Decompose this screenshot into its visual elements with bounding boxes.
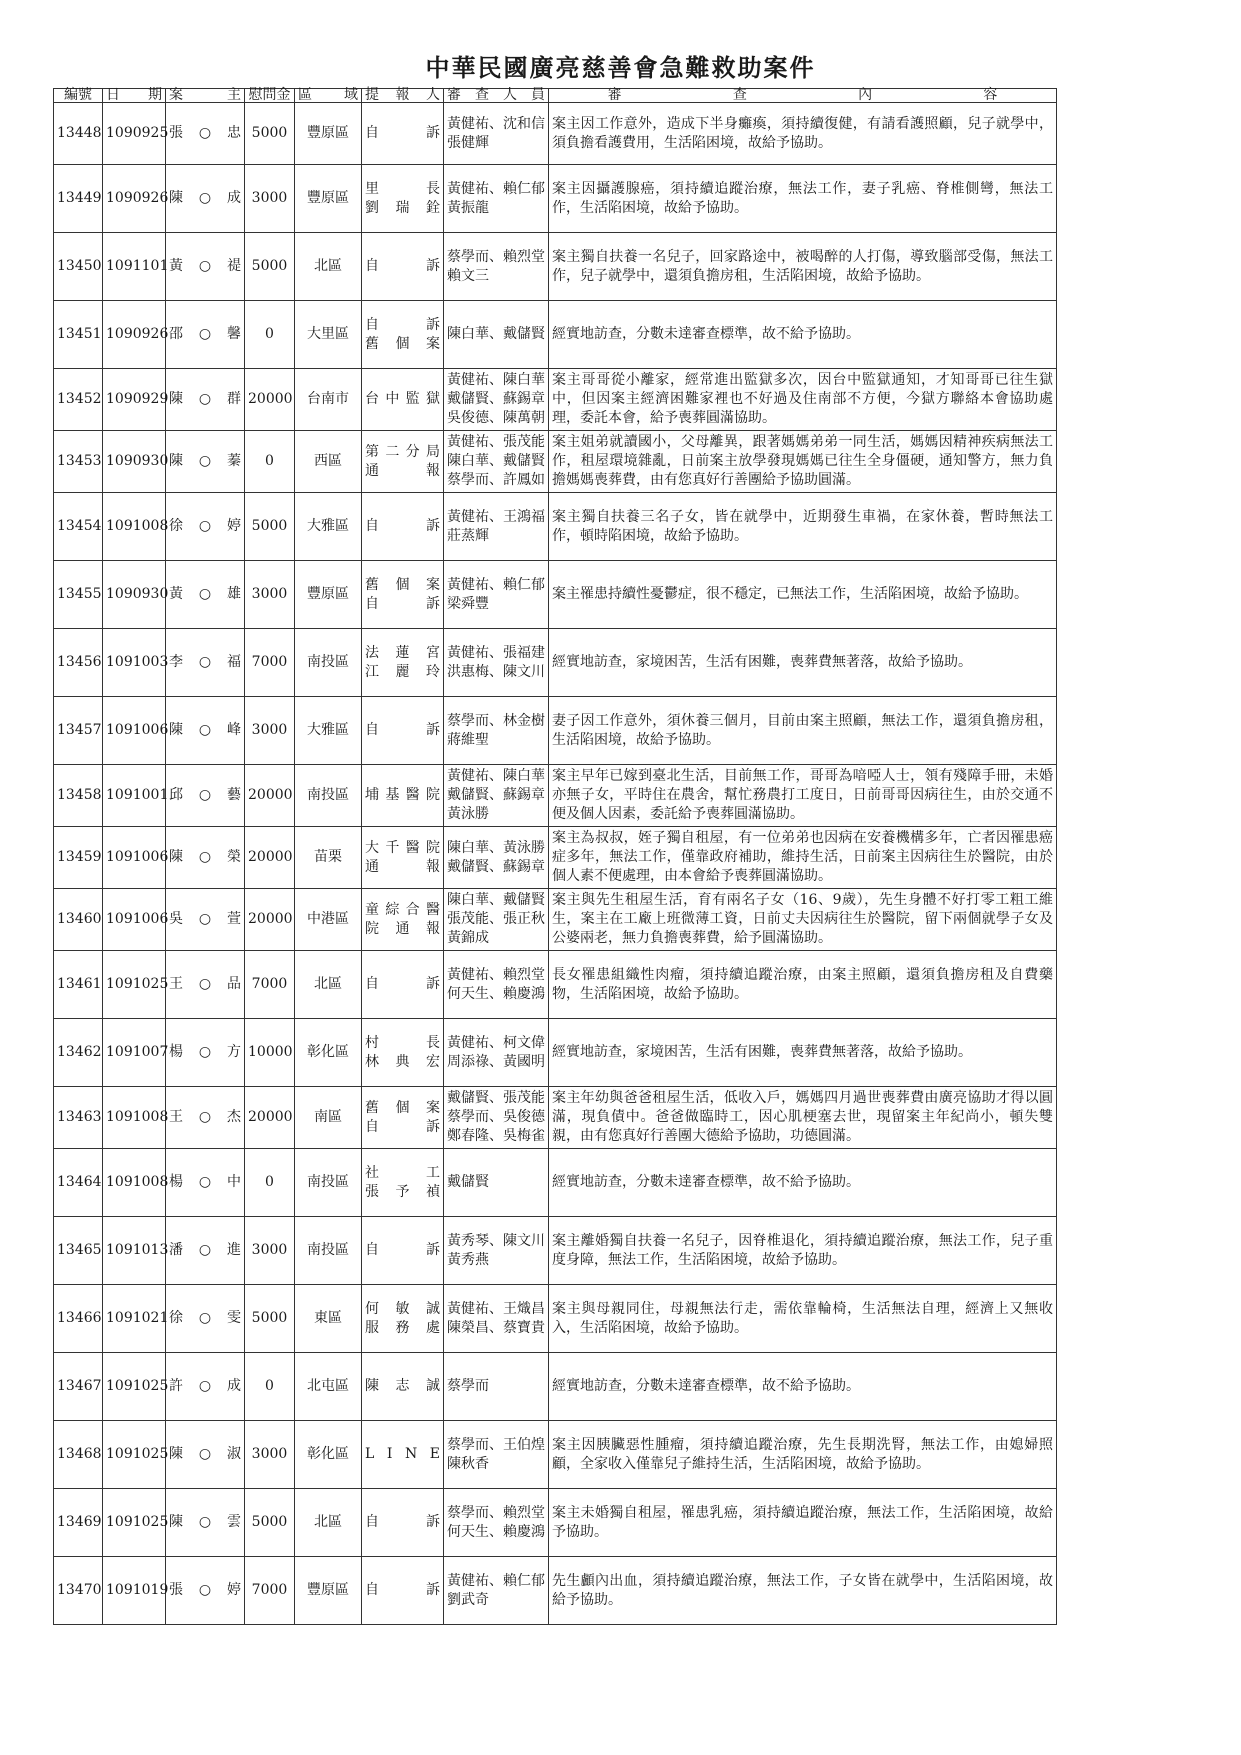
case-area: 北區 (295, 1489, 362, 1557)
header-reviewers-text: 審 查 人 員 (447, 87, 545, 103)
relief-amount: 3000 (245, 561, 295, 629)
reporter: 自 訴 舊 個 案 (362, 301, 444, 369)
review-content: 經實地訪查，分數未達審查標準，故不給予協助。 (549, 301, 1057, 369)
review-content: 案主與先生租屋生活，育有兩名子女（16、9歲），先生身體不好打零工粗工維生，案主在工廠上班微薄工資，日前丈夫因病往生於醫院，留下兩個就學子女及公婆兩老，無力負擔喪葬費，給予圓滿協助。 (549, 889, 1057, 951)
table-row (54, 561, 1057, 629)
review-content: 妻子因工作意外，須休養三個月，目前由案主照顧，無法工作，還須負擔房租，生活陷困境，故給予協助。 (549, 697, 1057, 765)
reviewers: 黃健祐、王熾昌 陳榮昌、蔡寶貴 (444, 1285, 549, 1353)
reporter: 舊 個 案 自 訴 (362, 1087, 444, 1149)
case-area: 豐原區 (295, 561, 362, 629)
case-area: 北區 (295, 951, 362, 1019)
case-date: 1091007 (103, 1019, 166, 1087)
table-row (54, 1087, 1057, 1149)
case-number: 13470 (54, 1557, 103, 1625)
case-area: 豐原區 (295, 103, 362, 165)
reporter: 大 千 醫 院 通 報 (362, 827, 444, 889)
reporter: 第 二 分 局 通 報 (362, 431, 444, 493)
case-area: 台南市 (295, 369, 362, 431)
case-area: 南區 (295, 1087, 362, 1149)
relief-amount: 0 (245, 1353, 295, 1421)
case-area: 北區 (295, 233, 362, 301)
case-holder-name: 張 ○ 忠 (166, 103, 245, 165)
reporter: 自 訴 (362, 233, 444, 301)
reviewers: 戴儲賢、張茂能 蔡學而、吳俊德 鄭春隆、吳梅雀 (444, 1087, 549, 1149)
reviewers: 蔡學而、林金樹 蔣維聖 (444, 697, 549, 765)
relief-amount: 3000 (245, 1421, 295, 1489)
review-content: 經實地訪查，分數未達審查標準，故不給予協助。 (549, 1149, 1057, 1217)
relief-cases-table (53, 88, 1057, 1625)
case-holder-name: 邵 ○ 馨 (166, 301, 245, 369)
reviewers: 蔡學而、賴烈堂 何天生、賴慶鴻 (444, 1489, 549, 1557)
table-row (54, 697, 1057, 765)
reviewers: 陳白華、戴儲賢 (444, 301, 549, 369)
relief-amount: 3000 (245, 697, 295, 765)
relief-amount: 5000 (245, 493, 295, 561)
reporter: 自 訴 (362, 493, 444, 561)
case-area: 北屯區 (295, 1353, 362, 1421)
table-row (54, 165, 1057, 233)
case-number: 13467 (54, 1353, 103, 1421)
reporter: 自 訴 (362, 1557, 444, 1625)
case-date: 1091013 (103, 1217, 166, 1285)
case-date: 1091025 (103, 951, 166, 1019)
case-holder-name: 陳 ○ 雲 (166, 1489, 245, 1557)
case-date: 1090925 (103, 103, 166, 165)
case-date: 1091021 (103, 1285, 166, 1353)
case-holder-name: 徐 ○ 婷 (166, 493, 245, 561)
table-row (54, 827, 1057, 889)
header-reporter-text: 提 報 人 (365, 87, 440, 103)
reviewers: 戴儲賢 (444, 1149, 549, 1217)
case-holder-name: 黃 ○ 禔 (166, 233, 245, 301)
table-row (54, 431, 1057, 493)
relief-amount: 10000 (245, 1019, 295, 1087)
relief-amount: 7000 (245, 629, 295, 697)
relief-amount: 5000 (245, 1285, 295, 1353)
review-content: 長女罹患組織性肉瘤，須持續追蹤治療，由案主照顧，還須負擔房租及自費藥物，生活陷困境，故給予協助。 (549, 951, 1057, 1019)
relief-amount: 0 (245, 1149, 295, 1217)
case-holder-name: 吳 ○ 萱 (166, 889, 245, 951)
relief-amount: 0 (245, 301, 295, 369)
review-content: 案主獨自扶養一名兒子，回家路途中，被喝醉的人打傷，導致腦部受傷，無法工作，兒子就學中，還須負擔房租，生活陷困境，故給予協助。 (549, 233, 1057, 301)
table-row (54, 1421, 1057, 1489)
reporter: 里 長 劉 瑞 銓 (362, 165, 444, 233)
reviewers: 蔡學而、賴烈堂 賴文三 (444, 233, 549, 301)
reporter: 自 訴 (362, 697, 444, 765)
case-holder-name: 陳 ○ 淑 (166, 1421, 245, 1489)
reviewers: 黃健祐、賴烈堂 何天生、賴慶鴻 (444, 951, 549, 1019)
relief-amount: 7000 (245, 951, 295, 1019)
table-row (54, 1489, 1057, 1557)
case-number: 13465 (54, 1217, 103, 1285)
case-number: 13454 (54, 493, 103, 561)
header-content (549, 89, 1057, 103)
case-number: 13468 (54, 1421, 103, 1489)
case-date: 1090930 (103, 561, 166, 629)
case-rows (54, 103, 1057, 1625)
case-date: 1091006 (103, 827, 166, 889)
case-number: 13450 (54, 233, 103, 301)
case-area: 南投區 (295, 629, 362, 697)
reviewers: 黃健祐、賴仁郁 梁舜豐 (444, 561, 549, 629)
case-area: 南投區 (295, 1149, 362, 1217)
reporter: 自 訴 (362, 103, 444, 165)
review-content: 案主與母親同住，母親無法行走，需依靠輪椅，生活無法自理，經濟上又無收入，生活陷困境，故給予協助。 (549, 1285, 1057, 1353)
case-area: 大里區 (295, 301, 362, 369)
case-holder-name: 王 ○ 杰 (166, 1087, 245, 1149)
case-date: 1090930 (103, 431, 166, 493)
review-content: 案主哥哥從小離家，經常進出監獄多次，因台中監獄通知，才知哥哥已往生獄中，但因案主經濟困難家裡也不好過及住南部不方便，今獄方聯絡本會協助處理，委託本會，給予喪葬圓滿協助。 (549, 369, 1057, 431)
header-date (103, 89, 166, 103)
case-date: 1091008 (103, 493, 166, 561)
header-area-text: 區 域 (298, 87, 358, 103)
review-content: 案主年幼與爸爸租屋生活，低收入戶，媽媽四月過世喪葬費由廣亮協助才得以圓滿，現負債中。爸爸做臨時工，因心肌梗塞去世，現留案主年紀尚小，頓失雙親，由有您真好行善團大德給予協助，功德圓滿。 (549, 1087, 1057, 1149)
case-date: 1091006 (103, 697, 166, 765)
case-number: 13461 (54, 951, 103, 1019)
header-reviewers (444, 89, 549, 103)
table-row (54, 1019, 1057, 1087)
header-area (295, 89, 362, 103)
header-reporter (362, 89, 444, 103)
case-date: 1091008 (103, 1149, 166, 1217)
case-number: 13466 (54, 1285, 103, 1353)
case-holder-name: 王 ○ 品 (166, 951, 245, 1019)
case-area: 大雅區 (295, 493, 362, 561)
relief-amount: 20000 (245, 1087, 295, 1149)
case-date: 1091025 (103, 1353, 166, 1421)
relief-amount: 20000 (245, 827, 295, 889)
table-row (54, 1149, 1057, 1217)
case-number: 13462 (54, 1019, 103, 1087)
reporter: 自 訴 (362, 951, 444, 1019)
review-content: 案主獨自扶養三名子女，皆在就學中，近期發生車禍，在家休養，暫時無法工作，頓時陷困境，故給予協助。 (549, 493, 1057, 561)
reviewers: 黃健祐、賴仁郁 黃振龍 (444, 165, 549, 233)
case-holder-name: 陳 ○ 榮 (166, 827, 245, 889)
reviewers: 黃健祐、柯文偉 周添祿、黃國明 (444, 1019, 549, 1087)
review-content: 案主因胰臟惡性腫瘤，須持續追蹤治療，先生長期洗腎，無法工作，由媳婦照顧，全家收入僅靠兒子維持生活，生活陷困境，故給予協助。 (549, 1421, 1057, 1489)
review-content: 經實地訪查，家境困苦，生活有困難，喪葬費無著落，故給予協助。 (549, 1019, 1057, 1087)
reporter: L I N E (362, 1421, 444, 1489)
table-header-row (54, 89, 1057, 103)
case-area: 豐原區 (295, 165, 362, 233)
review-content: 案主早年已嫁到臺北生活，目前無工作，哥哥為喑啞人士，領有殘障手冊，未婚亦無子女，平時住在農舍，幫忙務農打工度日，日前哥哥因病往生，由於交通不便及個人因素，委託給予喪葬圓滿協助。 (549, 765, 1057, 827)
case-area: 東區 (295, 1285, 362, 1353)
table-row (54, 1557, 1057, 1625)
relief-amount: 0 (245, 431, 295, 493)
review-content: 案主未婚獨自租屋，罹患乳癌，須持續追蹤治療，無法工作，生活陷困境，故給予協助。 (549, 1489, 1057, 1557)
case-holder-name: 徐 ○ 雯 (166, 1285, 245, 1353)
case-holder-name: 黃 ○ 雄 (166, 561, 245, 629)
case-area: 南投區 (295, 1217, 362, 1285)
table-row (54, 1353, 1057, 1421)
table-row (54, 493, 1057, 561)
reporter: 台 中 監 獄 (362, 369, 444, 431)
case-number: 13449 (54, 165, 103, 233)
case-holder-name: 潘 ○ 進 (166, 1217, 245, 1285)
case-number: 13460 (54, 889, 103, 951)
relief-amount: 20000 (245, 765, 295, 827)
table-row (54, 889, 1057, 951)
header-amount: 慰問金 (245, 89, 295, 103)
case-number: 13456 (54, 629, 103, 697)
case-number: 13455 (54, 561, 103, 629)
case-holder-name: 陳 ○ 蓁 (166, 431, 245, 493)
case-holder-name: 陳 ○ 成 (166, 165, 245, 233)
case-number: 13453 (54, 431, 103, 493)
reporter: 陳 志 誠 (362, 1353, 444, 1421)
case-date: 1091025 (103, 1421, 166, 1489)
header-no: 編號 (54, 89, 103, 103)
case-date: 1091025 (103, 1489, 166, 1557)
case-holder-name: 張 ○ 婷 (166, 1557, 245, 1625)
table-row (54, 369, 1057, 431)
table-row (54, 629, 1057, 697)
case-holder-name: 許 ○ 成 (166, 1353, 245, 1421)
table-row (54, 103, 1057, 165)
reviewers: 陳白華、戴儲賢 張茂能、張正秋 黃錦成 (444, 889, 549, 951)
relief-amount: 3000 (245, 1217, 295, 1285)
case-holder-name: 陳 ○ 群 (166, 369, 245, 431)
case-date: 1091008 (103, 1087, 166, 1149)
reviewers: 黃秀琴、陳文川 黃秀燕 (444, 1217, 549, 1285)
review-content: 案主罹患持續性憂鬱症，很不穩定，已無法工作，生活陷困境，故給予協助。 (549, 561, 1057, 629)
reviewers: 蔡學而、王伯煌 陳秋香 (444, 1421, 549, 1489)
case-holder-name: 邱 ○ 藝 (166, 765, 245, 827)
table-row (54, 765, 1057, 827)
review-content: 經實地訪查，家境困苦，生活有困難，喪葬費無著落，故給予協助。 (549, 629, 1057, 697)
relief-amount: 7000 (245, 1557, 295, 1625)
case-holder-name: 李 ○ 福 (166, 629, 245, 697)
relief-amount: 5000 (245, 233, 295, 301)
review-content: 先生顱內出血，須持續追蹤治療，無法工作，子女皆在就學中，生活陷困境，故給予協助。 (549, 1557, 1057, 1625)
case-date: 1090926 (103, 301, 166, 369)
review-content: 案主離婚獨自扶養一名兒子，因脊椎退化，須持續追蹤治療，無法工作，兒子重度身障，無法工作，生活陷困境，故給予協助。 (549, 1217, 1057, 1285)
case-number: 13463 (54, 1087, 103, 1149)
reporter: 埔 基 醫 院 (362, 765, 444, 827)
case-number: 13464 (54, 1149, 103, 1217)
case-area: 中港區 (295, 889, 362, 951)
header-name (166, 89, 245, 103)
reviewers: 黃健祐、陳白華 戴儲賢、蘇錫章 吳俊德、陳萬朝 (444, 369, 549, 431)
reviewers: 黃健祐、張福建 洪惠梅、陳文川 (444, 629, 549, 697)
case-holder-name: 楊 ○ 方 (166, 1019, 245, 1087)
case-number: 13457 (54, 697, 103, 765)
review-content: 經實地訪查，分數未達審查標準，故不給予協助。 (549, 1353, 1057, 1421)
case-number: 13452 (54, 369, 103, 431)
reporter: 法 蓮 宮 江 麗 玲 (362, 629, 444, 697)
relief-amount: 3000 (245, 165, 295, 233)
case-date: 1090929 (103, 369, 166, 431)
case-date: 1091003 (103, 629, 166, 697)
case-holder-name: 楊 ○ 中 (166, 1149, 245, 1217)
case-date: 1091001 (103, 765, 166, 827)
reporter: 童 綜 合 醫 院 通 報 (362, 889, 444, 951)
document-title: 中華民國廣亮慈善會急難救助案件 (425, 54, 816, 82)
table-row (54, 301, 1057, 369)
case-date: 1091101 (103, 233, 166, 301)
relief-amount: 20000 (245, 369, 295, 431)
relief-amount: 5000 (245, 1489, 295, 1557)
reporter: 自 訴 (362, 1489, 444, 1557)
header-name-text: 案 主 (169, 87, 241, 103)
review-content: 案主因攝護腺癌，須持續追蹤治療，無法工作，妻子乳癌、脊椎側彎，無法工作，生活陷困境，故給予協助。 (549, 165, 1057, 233)
case-holder-name: 陳 ○ 峰 (166, 697, 245, 765)
case-area: 南投區 (295, 765, 362, 827)
relief-amount: 5000 (245, 103, 295, 165)
reviewers: 黃健祐、沈和信 張健輝 (444, 103, 549, 165)
reviewers: 陳白華、黃泳勝 戴儲賢、蘇錫章 (444, 827, 549, 889)
reviewers: 黃健祐、陳白華 戴儲賢、蘇錫章 黃泳勝 (444, 765, 549, 827)
reviewers: 黃健祐、王鴻福 莊蒸輝 (444, 493, 549, 561)
header-date-text: 日 期 (106, 87, 162, 103)
reviewers: 蔡學而 (444, 1353, 549, 1421)
table-row (54, 1217, 1057, 1285)
table-row (54, 1285, 1057, 1353)
reporter: 何 敏 誠 服 務 處 (362, 1285, 444, 1353)
case-area: 苗栗 (295, 827, 362, 889)
case-date: 1090926 (103, 165, 166, 233)
reporter: 舊 個 案 自 訴 (362, 561, 444, 629)
case-date: 1091006 (103, 889, 166, 951)
table-row (54, 951, 1057, 1019)
reviewers: 黃健祐、張茂能 陳白華、戴儲賢 蔡學而、許鳳如 (444, 431, 549, 493)
case-number: 13469 (54, 1489, 103, 1557)
reporter: 村 長 林 典 宏 (362, 1019, 444, 1087)
review-content: 案主姐弟就讀國小，父母離異，跟著媽媽弟弟一同生活，媽媽因精神疾病無法工作，租屋環境雜亂，日前案主放學發現媽媽已往生全身僵硬，通知警方，無力負擔媽媽喪葬費，由有您真好行善團給予協助圓滿。 (549, 431, 1057, 493)
case-area: 西區 (295, 431, 362, 493)
case-area: 大雅區 (295, 697, 362, 765)
review-content: 案主因工作意外，造成下半身癱瘓，須持續復健，有請看護照顧，兒子就學中，須負擔看護費用，生活陷困境，故給予協助。 (549, 103, 1057, 165)
case-number: 13451 (54, 301, 103, 369)
header-content-text: 審 查 內 容 (607, 87, 998, 103)
case-number: 13459 (54, 827, 103, 889)
case-date: 1091019 (103, 1557, 166, 1625)
reporter: 自 訴 (362, 1217, 444, 1285)
reporter: 社 工 張 予 禎 (362, 1149, 444, 1217)
table-row (54, 233, 1057, 301)
case-area: 彰化區 (295, 1019, 362, 1087)
case-number: 13458 (54, 765, 103, 827)
case-area: 豐原區 (295, 1557, 362, 1625)
case-area: 彰化區 (295, 1421, 362, 1489)
relief-amount: 20000 (245, 889, 295, 951)
case-number: 13448 (54, 103, 103, 165)
reviewers: 黃健祐、賴仁郁 劉武奇 (444, 1557, 549, 1625)
review-content: 案主為叔叔，姪子獨自租屋，有一位弟弟也因病在安養機構多年，亡者因罹患癌症多年，無法工作，僅靠政府補助，維持生活，日前案主因病往生於醫院，由於個人素不便處理，由本會給予喪葬圓滿協助。 (549, 827, 1057, 889)
